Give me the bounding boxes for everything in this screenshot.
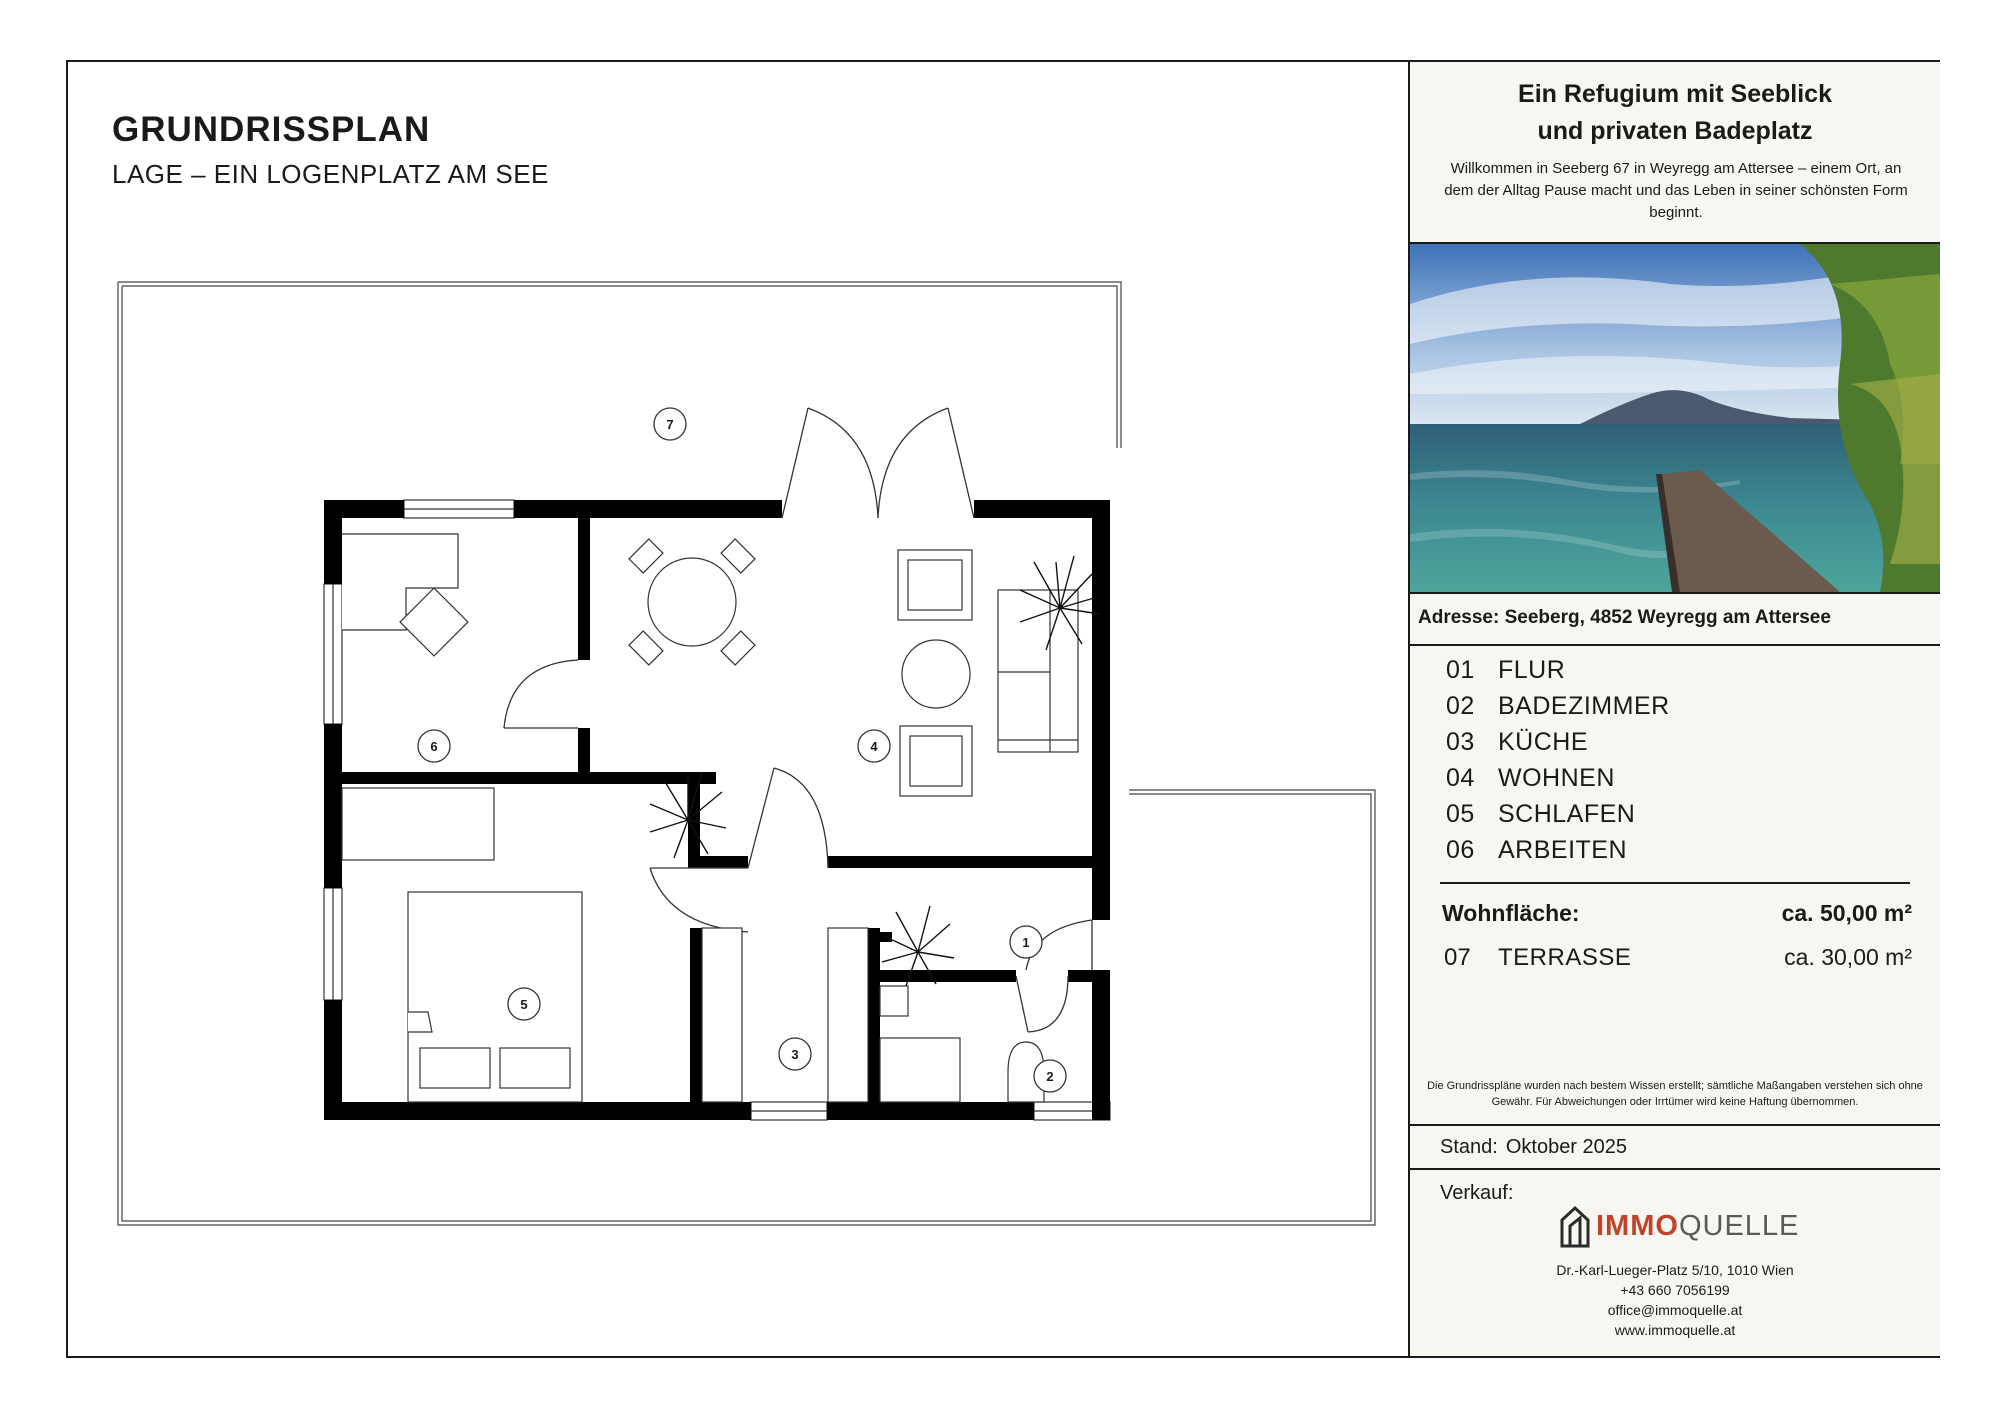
room-number-5: 5 [520, 997, 528, 1012]
room-list-item [1446, 692, 1670, 721]
stand-value: Oktober 2025 [1505, 1136, 1628, 1158]
disclaimer: Die Grundrisspläne wurden nach bestem Wissen erstellt; sämtliche Maßangaben verstehen sich ohne Gewähr. Für Abweichungen oder Irrtümer wird keine Haftung übernommen. [1427, 1080, 1923, 1108]
room-number-2: 2 [1046, 1069, 1054, 1084]
room-list-name: BADEZIMMER [1498, 692, 1670, 720]
divider [1440, 882, 1910, 884]
room-list-name: WOHNEN [1498, 764, 1615, 792]
divider [1410, 592, 1940, 594]
info-panel [1408, 62, 1940, 1356]
living-area-value: ca. 50,00 m² [1781, 900, 1912, 926]
contact-address: Dr.-Karl-Lueger-Platz 5/10, 1010 Wien [1556, 1262, 1794, 1278]
room-list-number: 01 [1446, 656, 1475, 684]
room-number-1: 1 [1022, 935, 1030, 950]
lake-photo [1410, 244, 1940, 592]
room-list-name: ARBEITEN [1498, 836, 1628, 864]
floorplan-panel [68, 62, 1408, 1356]
room-list-number: 06 [1446, 836, 1475, 864]
address: Adresse: Seeberg, 4852 Weyregg am Attersee [1418, 607, 1831, 628]
plan-subtitle: LAGE – EIN LOGENPLATZ AM SEE [112, 159, 549, 189]
contact-block [1410, 1260, 1940, 1340]
room-list-item [1446, 836, 1627, 865]
room-list-number: 04 [1446, 764, 1475, 792]
living-area-label: Wohnfläche: [1442, 900, 1580, 926]
floorplan-drawing [68, 62, 1408, 1360]
verkauf-label: Verkauf: [1440, 1182, 1514, 1204]
terrace-number: 07 [1444, 944, 1471, 971]
headline [1410, 76, 1940, 150]
house-logo-icon [1558, 1204, 1592, 1250]
page-frame [66, 60, 1940, 1358]
room-list-number: 02 [1446, 692, 1475, 720]
room-list-number: 03 [1446, 728, 1475, 756]
room-list-item [1446, 656, 1565, 685]
logo-bold: IMMO [1596, 1210, 1679, 1242]
room-list-name: SCHLAFEN [1498, 800, 1636, 828]
divider [1410, 644, 1940, 646]
stand-row [1440, 1136, 1627, 1159]
room-number-6: 6 [430, 739, 438, 754]
stand-label: Stand: [1440, 1136, 1498, 1158]
contact-web[interactable]: www.immoquelle.at [1614, 1322, 1736, 1338]
plan-title: GRUNDRISSPLAN [112, 110, 431, 149]
divider [1410, 1124, 1940, 1126]
room-list-number: 05 [1446, 800, 1475, 828]
furniture [342, 534, 1078, 1102]
divider [1410, 1168, 1940, 1170]
room-list-item [1446, 764, 1615, 793]
room-list-item [1446, 800, 1635, 829]
contact-email[interactable]: office@immoquelle.at [1607, 1302, 1743, 1318]
room-number-4: 4 [870, 739, 878, 754]
headline-line-2: und privaten Badeplatz [1537, 117, 1813, 145]
logo-regular: QUELLE [1678, 1210, 1800, 1242]
terrace-label: TERRASSE [1498, 944, 1632, 971]
room-list-name: FLUR [1498, 656, 1566, 684]
headline-line-1: Ein Refugium mit Seeblick [1518, 80, 1832, 108]
room-number-7: 7 [666, 417, 674, 432]
contact-phone[interactable]: +43 660 7056199 [1620, 1282, 1730, 1298]
room-list-name: KÜCHE [1498, 728, 1589, 756]
logo-wordmark [1596, 1210, 1799, 1243]
terrace-value: ca. 30,00 m² [1784, 944, 1912, 970]
room-number-3: 3 [791, 1047, 799, 1062]
terrace-outline [118, 282, 1375, 1225]
company-logo [1558, 1204, 1808, 1250]
intro-text: Willkommen in Seeberg 67 in Weyregg am Attersee – einem Ort, an dem der Alltag Pause macht und das Leben in seiner schönsten Form beginnt. [1444, 160, 1908, 221]
room-list-item [1446, 728, 1588, 757]
